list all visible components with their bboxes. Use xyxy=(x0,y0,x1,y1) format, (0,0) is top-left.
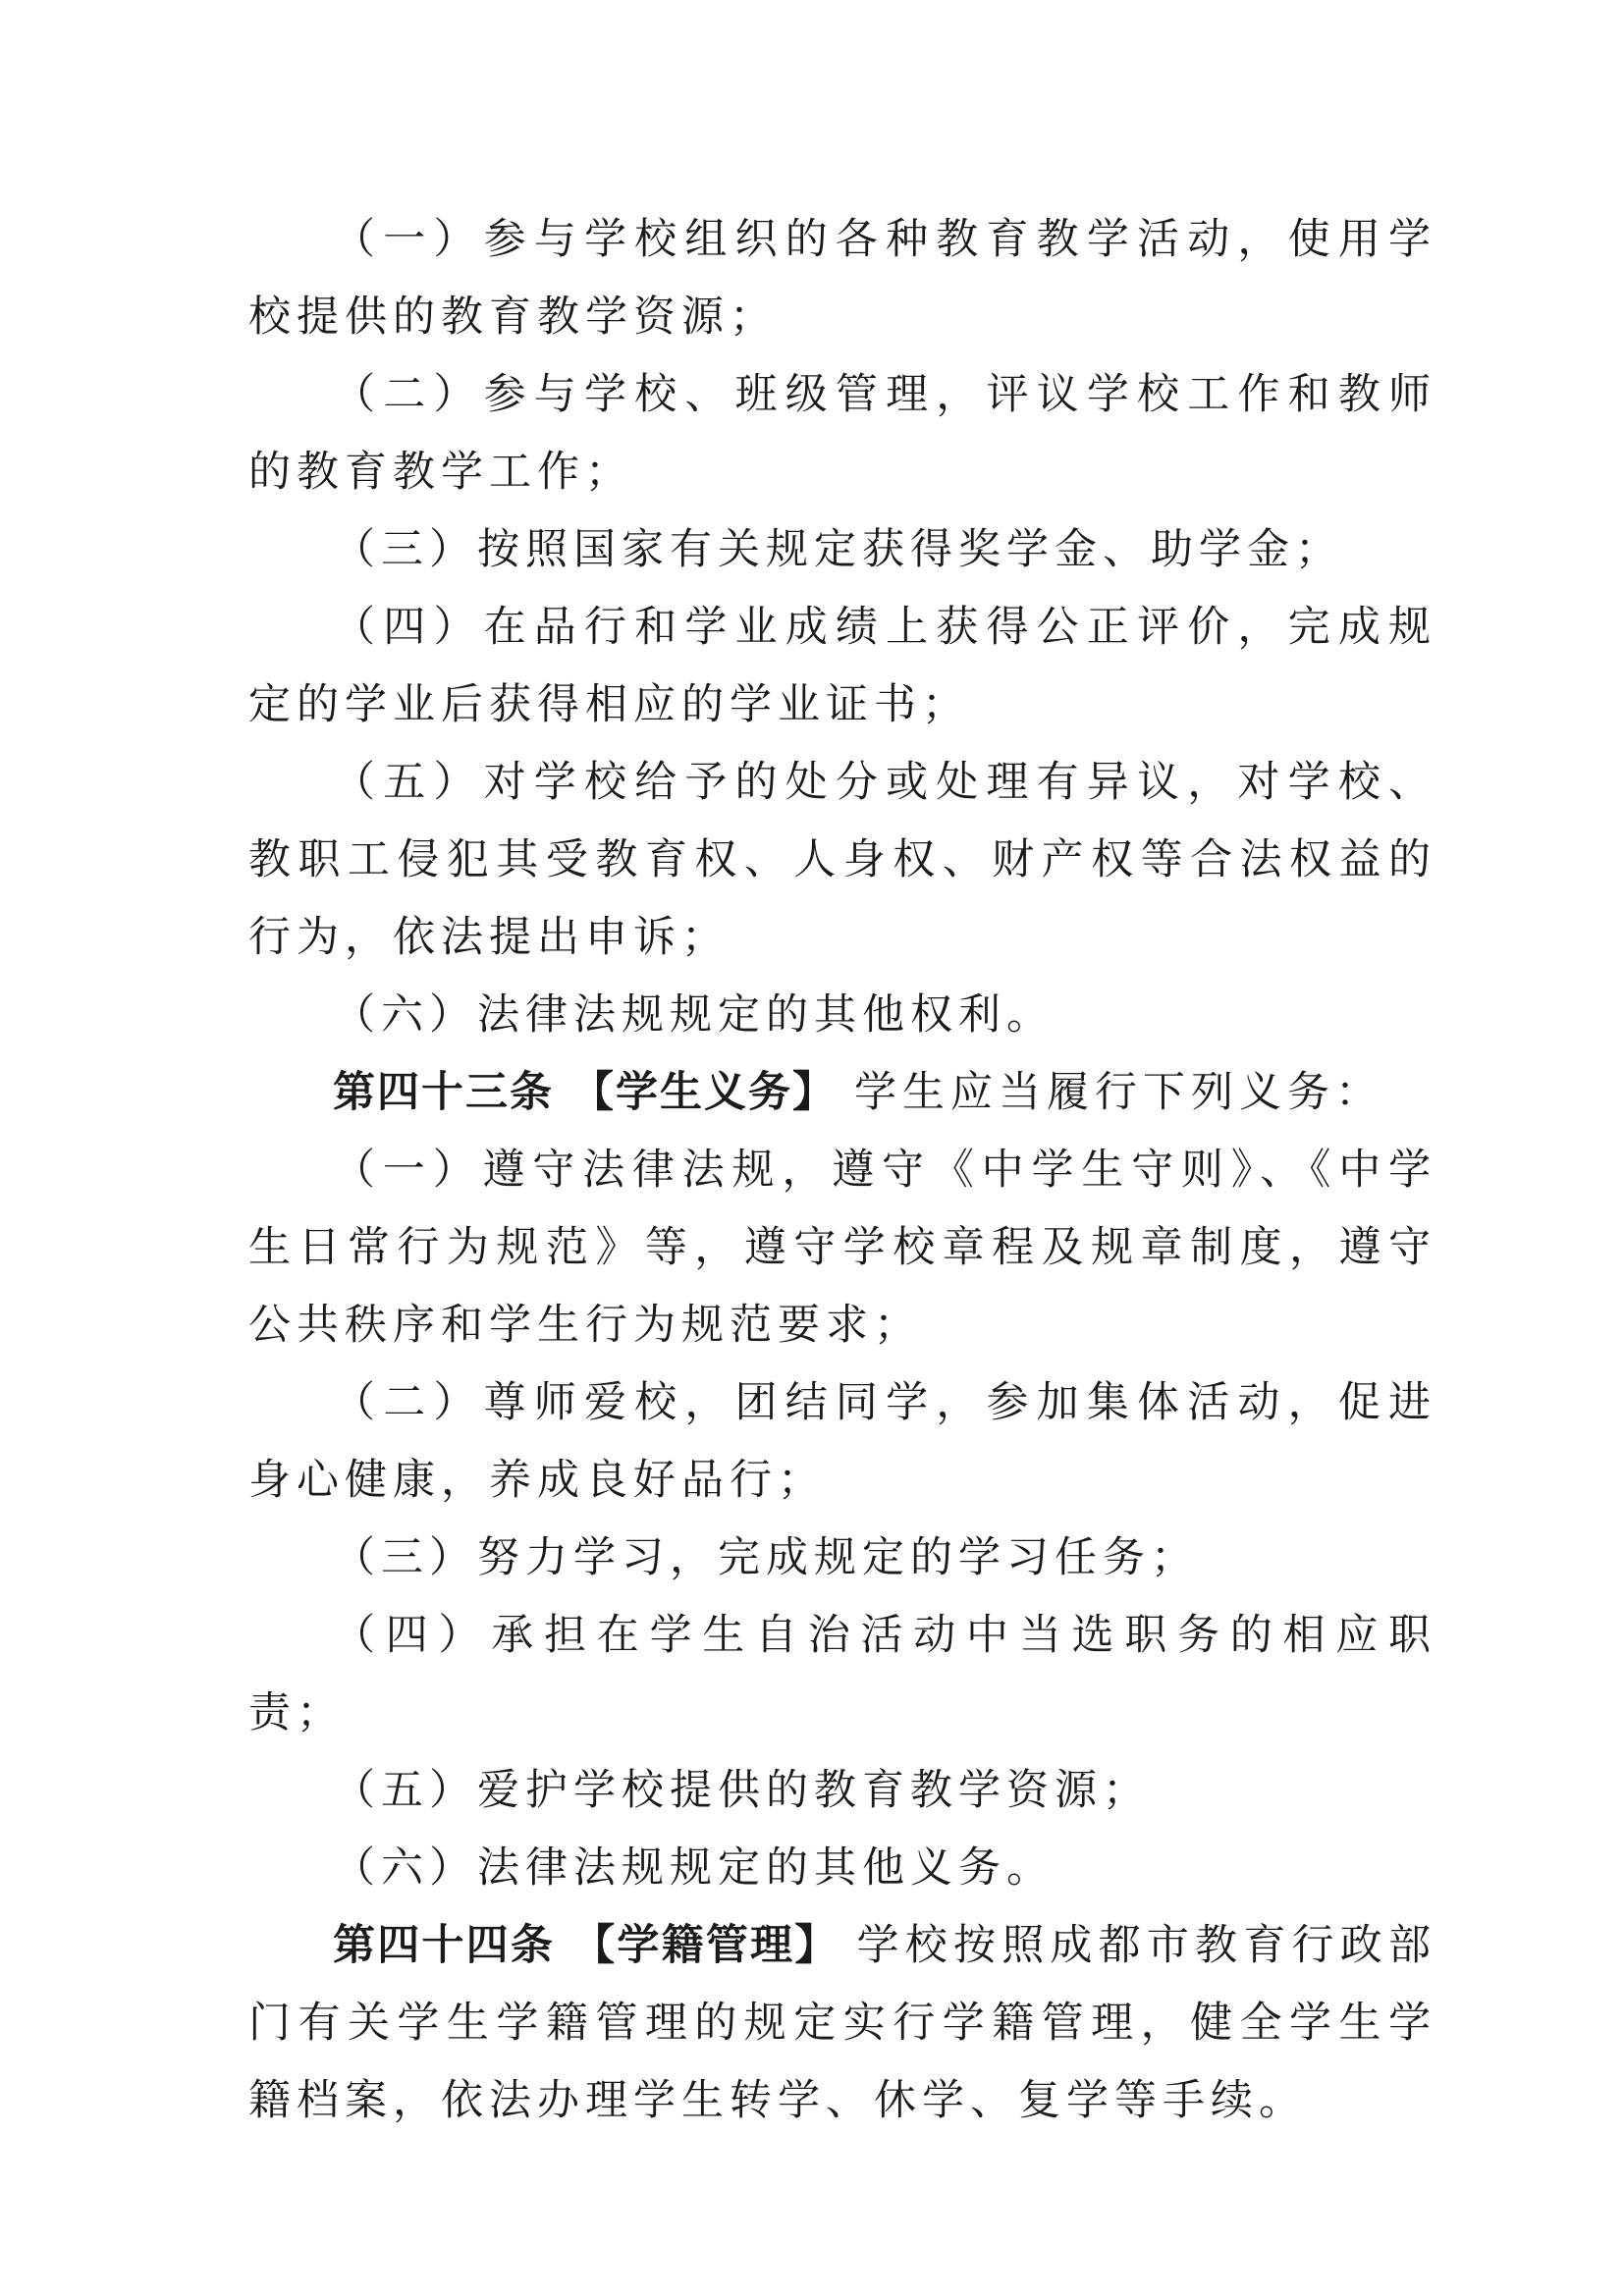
item-label: （四） xyxy=(333,603,484,652)
rights-item-5 xyxy=(248,744,1436,977)
item-text: 遵守法律法规，遵守《中学生守则》、《中学生日常行为规范》等，遵守学校章程及规章制度，遵守公共秩序和学生行为规范要求； xyxy=(248,1146,1437,1350)
item-label: （一） xyxy=(333,215,484,264)
article-43 xyxy=(248,1054,1436,1132)
duties-item-3 xyxy=(248,1520,1436,1597)
rights-item-2 xyxy=(248,356,1436,511)
article-title: 【学籍管理】 xyxy=(572,1921,839,1970)
item-label: （四） xyxy=(333,1611,492,1660)
item-text: 参与学校、班级管理，评议学校工作和教师的教育教学工作； xyxy=(248,370,1437,497)
article-title: 【学生义务】 xyxy=(571,1068,837,1117)
item-label: （三） xyxy=(333,1533,477,1582)
item-text: 尊师爱校，团结同学，参加集体活动，促进身心健康，养成良好品行； xyxy=(248,1378,1437,1505)
article-text: 学生应当履行下列义务： xyxy=(854,1068,1383,1117)
duties-item-6 xyxy=(248,1830,1436,1907)
item-label: （二） xyxy=(333,1378,484,1427)
duties-item-1 xyxy=(248,1132,1436,1364)
article-number: 第四十三条 xyxy=(333,1068,554,1117)
item-label: （五） xyxy=(333,758,484,807)
item-text: 法律法规规定的其他义务。 xyxy=(477,1843,1055,1893)
item-label: （六） xyxy=(333,990,477,1040)
article-44 xyxy=(248,1907,1436,2140)
rights-item-4 xyxy=(248,589,1436,744)
item-label: （五） xyxy=(333,1766,477,1815)
item-text: 对学校给予的处分或处理有异议，对学校、教职工侵犯其受教育权、人身权、财产权等合法权益的行为，依法提出申诉； xyxy=(248,758,1437,962)
item-text: 法律法规规定的其他权利。 xyxy=(477,990,1055,1040)
item-label: （六） xyxy=(333,1843,477,1893)
duties-item-4 xyxy=(248,1597,1436,1752)
item-text: 努力学习，完成规定的学习任务； xyxy=(477,1533,1199,1582)
article-number: 第四十四条 xyxy=(333,1921,556,1970)
item-label: （二） xyxy=(333,370,484,419)
item-text: 爱护学校提供的教育教学资源； xyxy=(477,1766,1151,1815)
item-label: （三） xyxy=(333,525,477,574)
document-page xyxy=(248,201,1436,2140)
item-text: 承担在学生自治活动中当选职务的相应职责； xyxy=(248,1611,1436,1737)
item-label: （一） xyxy=(333,1146,483,1195)
item-text: 在品行和学业成绩上获得公正评价，完成规定的学业后获得相应的学业证书； xyxy=(248,603,1437,729)
item-text: 按照国家有关规定获得奖学金、助学金； xyxy=(477,525,1343,574)
article-text: 学校按照成都市教育行政部门有关学生学籍管理的规定实行学籍管理，健全学生学籍档案，依法办理学生转学、休学、复学等手续。 xyxy=(248,1921,1437,2125)
rights-item-3 xyxy=(248,511,1436,589)
item-text: 参与学校组织的各种教育教学活动，使用学校提供的教育教学资源； xyxy=(248,215,1437,342)
rights-item-6 xyxy=(248,977,1436,1054)
duties-item-2 xyxy=(248,1364,1436,1520)
rights-item-1 xyxy=(248,201,1436,356)
duties-item-5 xyxy=(248,1752,1436,1830)
